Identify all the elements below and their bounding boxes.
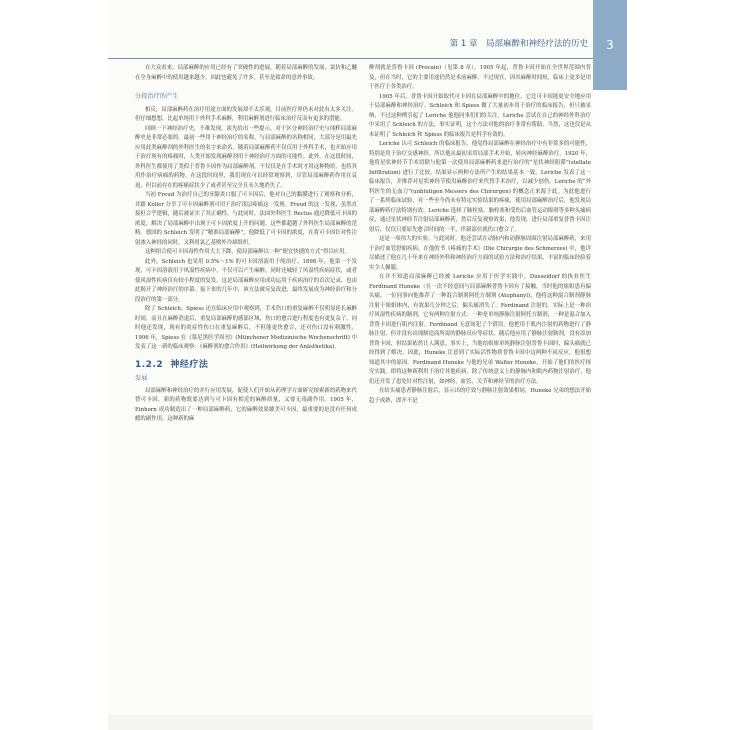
body-paragraph: 当初 Freud 为治疗自己的牙龈炎口服了可卡因后，他对自己的黏膜进行了观察和分析，并跟 Koller 分享了可卡因麻醉剂可用于治疗浅层疼痛这一发现。Freud 的这一发现，虽然直接但合乎逻辑，随后被证实了其正确性。与此同时，法国外科医生 Reclus 通过降低可卡因的浓度，解决了局部麻醉中出现于可卡因浓度上升的问题。这些都超越了外科医生局部麻醉的范畴。德国的 Schleich 发明了“精准局部麻醉”，他降低了可卡因的浓度，在将可卡因针对性注射渗入神经的同时，又利用氯乙基喷外冷却组织。	[135, 192, 357, 246]
section-heading	[135, 361, 357, 371]
section-title: 神经疗法	[170, 359, 209, 370]
page-number: 3	[606, 38, 614, 52]
page-bottom-shade	[108, 715, 593, 730]
left-text-column	[135, 64, 357, 425]
body-paragraph: 回顾一下神经治疗史，不难发现，演先给出一些提示，对于区分神经治疗史与纯粹局部麻醉史是非常必要的。最初一些用于神经治疗的名称，与局部麻醉的名称相同，大部分是用最先应用此类麻醉剂的外科医生的名字来命名。随着局部麻醉药不仅仅用于外科手术，也开始应用于治疗现有的疼痛时，人类开始发现麻醉剂用于神经治疗方面的可能性。此外，在这段时间，外科医生都使用了类似于普鲁卡因作为局部麻醉剂，不仅仅是在手术时才用这种物质，也将其用作治疗病痛的药物。在这段时间里，我们现在可以经常观察到，尽管局部麻醉药作用在哀退，但以前存在的疼痛症状少了或者甚至完全且永久地消失了。	[135, 125, 357, 189]
body-paragraph: 除了 Schleich、Spiess 还在临床应用中观察到，手术伤口的重复麻醉不仅明显延长麻醉时间，而且在麻醉消退后，重复局部麻醉的感部区域，伤口的愈合进行程度也有更复杂了。同时他还发现，现有的炎症性伤口在重复麻醉后，不但能更快愈合，还对伤口没有刺激性。1906 年，Spiess 在《慕尼黑医学周刊》(Münchener Medizinische Wochenschrift) 中发表了这一新的临床观察：《麻醉剂的愈合作用》(Heilwirkung der Anästhetika)。	[135, 306, 357, 350]
right-text-column	[369, 64, 591, 406]
body-paragraph: 醉剂就是普鲁卡因 (Procain)（见第 8 章）。1905 年起，普鲁卡因开始在全世界范围内普及，但在当时，它的主要用途仍然是术前麻醉，不过现在，因其麻醉时间短，临床上更多是用于医疗于各类治疗。	[369, 65, 591, 90]
body-paragraph: 相反，局部麻醉药在治疗用途方面的发展却不太乐观，目前医疗界仍未对此有太多关注。但仔细想想，比起单纯用于外科手术麻醉，利用麻醉剂进行临床治疗反而有更多的潜能。	[135, 106, 357, 122]
subheading-development: 发展	[135, 375, 148, 382]
body-paragraph: 局部麻醉和神经治疗的并行应用发展，促使人们开始从药理学方面研究探索新的药物来代替可卡因，新的药物既要达到与可卡因有相近的麻醉质量，又要无毒副作用。1905 年，Einhorn 成功制造出了一种局部麻醉药，它的麻醉效果媲美可卡因，最重要的是没有任何成瘾的副作用。这种新的麻	[135, 387, 357, 422]
body-paragraph: 这是一项伟大的实验。与此同时，他还尝试在动脉内和动静脉周围注射局部麻醉药，来用于治疗血管舒缩疾病。在他的书《疼痛的手术》(Die Chirurgie des Schmerzes) 中，他详尽描述了他在几十年来在神经外科和神经治疗方面的试验方法和治疗结果，丰富的临床经验着实令人佩服。	[369, 236, 591, 271]
body-paragraph: Leriche 认可 Schleich 的临床报告，他觉得局部麻醉在神经治疗中有非常多的可能性，特别是用于治疗交感神经。所以他从最初采用局部手术开始，转向神经麻醉治疗。1920 年，他将星状神经节手术切除与他第一次使用局部麻醉药来进行治疗的“星状神经阻滞”(stellate Infiltration) 进行了比较，结果显示两种方法所产生的结果基本一致。Leriche 发表了这一临床报告，并推荐对星状神经节使用麻醉治疗来代替手术治疗，以减少创伤。Leriche 的“外科医生的无血刀”(unblutigen Messers des Chirurgen) 的概念正来源于此。为此他进行了一系列临床试验，对一些至今尚未有特定实验结果的疼痛，使用局部麻醉治疗后，他发现局部麻醉药疗法特别有效。Leriche 选择了肺栓塞、脑栓塞和受伤后血管运动障碍等多种头痛病症，通过星状神经节注射局部麻醉药，然后反复观察效果，他发现，进行局部重复普鲁卡因注射后，仅仅只要原先愈合时间的一半，伴新部位就伤口愈合了。	[369, 141, 591, 233]
subheading-segment-therapy: 分段治疗的产生	[135, 93, 179, 100]
body-paragraph: 在并不知道局部麻醉已经被 Leriche 应用于医学实践中，Dusseldorf 的执业医生 Ferdinand Huneke（在一次不经意间与局部麻醉普鲁卡因有了接触，当时他的姐姐患有偏头痛，一位同事向他推荐了一种混合制剂阿托方制剂 (Atophanyl)，他将这种混合制剂静脉注射于姐姐体内，有效果几分钟之后，偏头痛消失了。Ferdinand 注射的，实际上是一种治疗风湿性疾病的制剂，它有两种注射方式：一种是单纯静脉注射阿托方制剂，一种是混合加入普鲁卡因进行肌内注射。Ferdinand 无意间犯了个错误，他把用于肌内注射的药物进行了静脉注射，但并没有出现制造商所说的静脉反应等症状。随后他应用了静脉注射制剂，没有添加普鲁卡因，但结果依然让人满意。事实上，当他给姐姐单纯静脉注射普鲁卡因时，偏头痛就已经得到了解决。因此，Huneke 注意到了实际活性物质普鲁卡因中这两种不同反应，他很想知道其中的原因。Ferdinand Huneke 与他的兄弟 Walter Huneke，开始了他们的医疗探究实践，即将这种新利用于治疗其他疾病。除了传统意义上的静脉内和肌内药物注射治疗，他们还开发了患处针对性注射，如神经、血管、关节和神经节的治疗方法。	[369, 274, 591, 385]
section-number: 1.2.2	[135, 359, 164, 370]
body-paragraph: 这种组合使可卡因毒性作用大大下降，使局部麻醉以一种“便宜快捷的方式”得以应用。	[145, 249, 350, 255]
intro-paragraph: 在大众看来，局部麻醉的应用已经有了突破性的进展。随着局部麻醉的发展，氯仿和乙醚在全身麻醉中的使用越来越少，因此也避免了许多，甚至是致命的意外事故。	[135, 65, 357, 81]
page-number-tab	[593, 0, 627, 90]
chapter-running-head: 第 1 章 局部麻醉和神经疗法的历史	[449, 39, 588, 49]
header-rule	[108, 58, 593, 59]
body-paragraph: 此外，Schleich 也采用 0.5%～1% 的可卡因溶液用于纯治疗。1898 年，他第一个发现，可卡因溶液用于风湿性疾病中，不仅可以产生麻醉，同时还城轻了风湿性疾病症状，或者使风湿性疾病仅有较小程度的复发。这是局部麻醉应用成功运用于疾病治疗的首次记录，也由此揭开了神经治疗的序幕。接下来的几年中，该方法被反复改进，最终发展成为神经治疗和分段治疗的第一部分。	[135, 258, 357, 303]
body-paragraph: 在给头痛患者静脉注射后，显示出的疗效与静脉注射效果相同，Huneke 兄弟的想法开始趋于成熟，即开不是	[369, 388, 591, 404]
body-paragraph: 1905 年后，普鲁卡因开始取代可卡因在局部麻醉中的地位，它比可卡因能更安全地应用于局部麻醉和神经治疗。Schleich 和 Spiess 做了大量初步用于治疗的临床报告，但只被采纳，不过这种例引起了 Leriche 他他同事们们的关注。Leriche 尝试在自己的神经外科治疗中采用了 Schleich 的方法，事实证明，这个方法对他的治疗非常有帮助。当然，这也仅是从未证明了 Schleich 和 Spiess 的临床报告是科学有效的。	[369, 93, 591, 138]
